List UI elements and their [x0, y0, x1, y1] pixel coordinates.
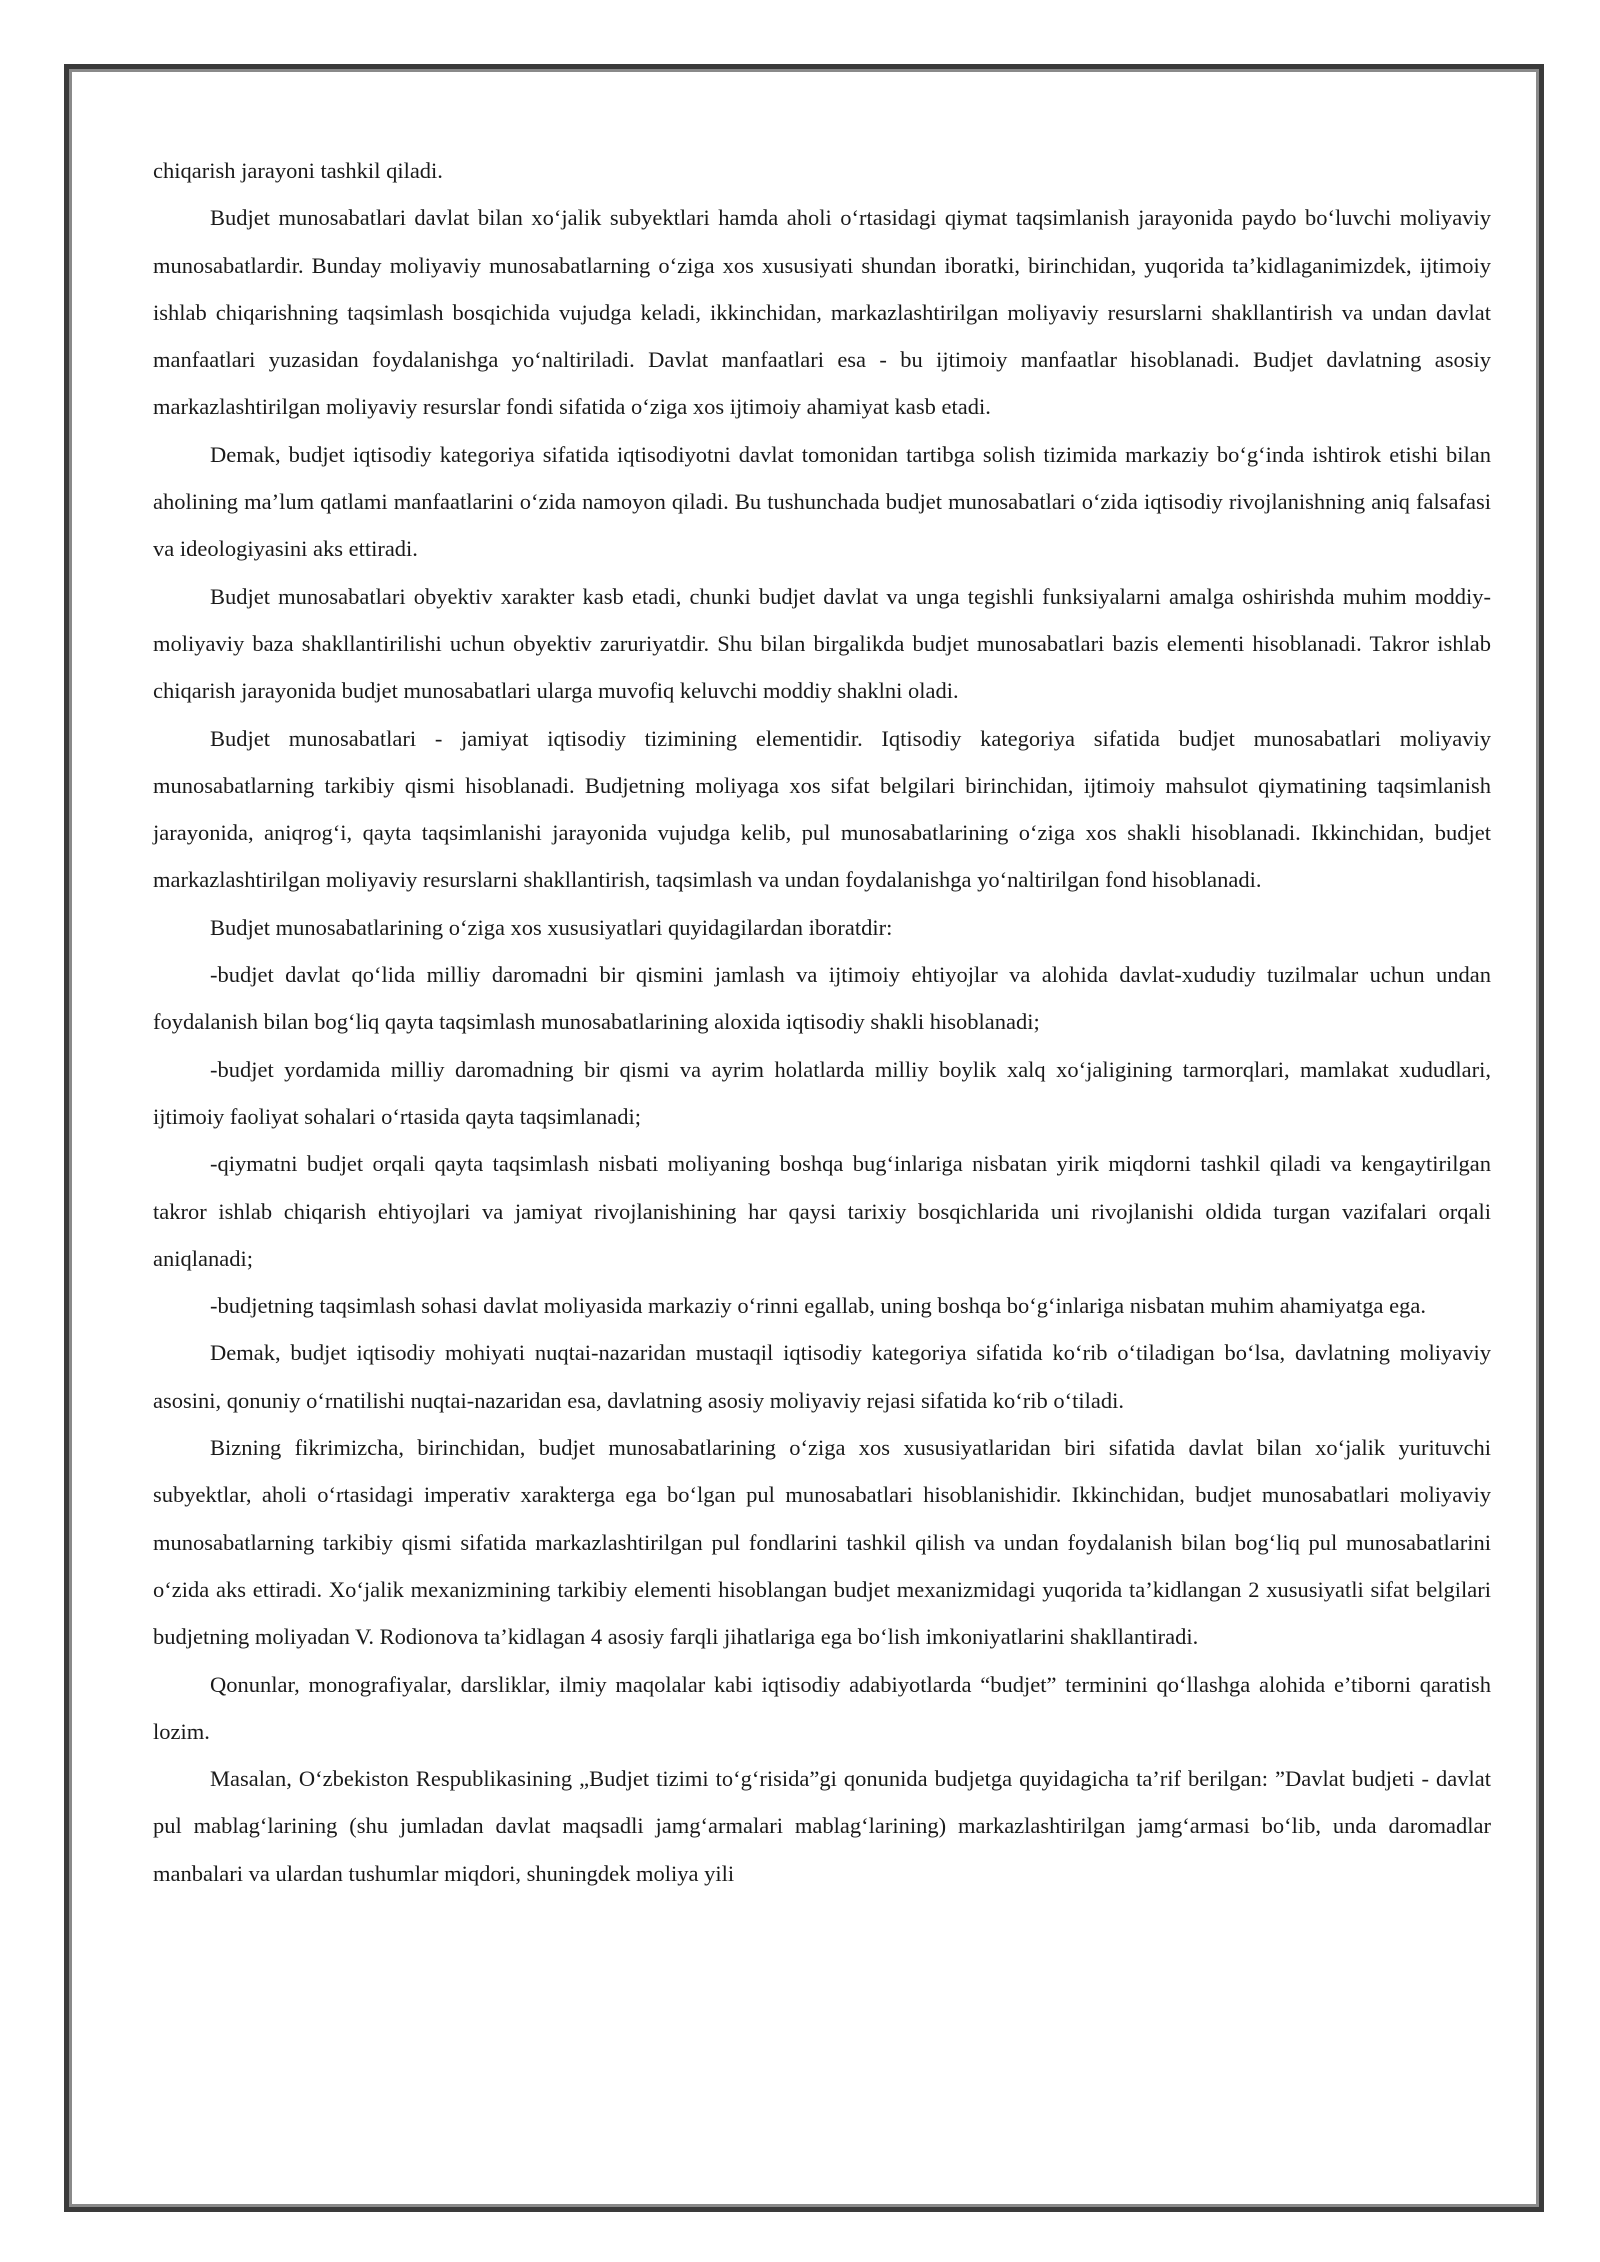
- paragraph: Budjet munosabatlari davlat bilan xo‘jalik subyektlari hamda aholi o‘rtasidagi qiymat taqsimlanish jarayonida paydo bo‘luvchi moliyaviy munosabatlardir. Bunday moliyaviy munosabatlarning o‘ziga xos xususiyati shundan iboratki, birinchidan, yuqorida ta’kidlaganimizdek, ijtimoiy ishlab chiqarishning taqsimlash bosqichida vujudga keladi, ikkinchidan, markazlashtirilgan moliyaviy resurslarni shakllantirish va undan davlat manfaatlari yuzasidan foydalanishga yo‘naltiriladi. Davlat manfaatlari esa - bu ijtimoiy manfaatlar hisoblanadi. Budjet davlatning asosiy markazlashtirilgan moliyaviy resurslar fondi sifatida o‘ziga xos ijtimoiy ahamiyat kasb etadi.: [153, 205, 1491, 420]
- paragraph-last: Masalan, O‘zbekiston Respublikasining „Budjet tizimi to‘g‘risida”gi qonunida budjetga quyidagicha ta’rif berilgan: ”Davlat budjeti - davlat pul mablag‘larining (shu jumladan davlat maqsadli jamg‘armalari mablag‘larining) markazlashtirilgan jamg‘armasi bo‘lib, unda daromadlar manbalari va ulardan tushumlar miqdori, shuningdek moliya yili: [153, 1766, 1491, 1886]
- paragraph: Demak, budjet iqtisodiy mohiyati nuqtai-nazaridan mustaqil iqtisodiy kategoriya sifatida ko‘rib o‘tiladigan bo‘lsa, davlatning moliyaviy asosini, qonuniy o‘rnatilishi nuqtai-nazaridan esa, davlatning asosiy moliyaviy rejasi sifatida ko‘rib o‘tiladi.: [153, 1340, 1491, 1413]
- paragraph: Budjet munosabatlari obyektiv xarakter kasb etadi, chunki budjet davlat va unga tegishli funksiyalarni amalga oshirishda muhim moddiy-moliyaviy baza shakllantirilishi uchun obyektiv zaruriyatdir. Shu bilan birgalikda budjet munosabatlari bazis elementi hisoblanadi. Takror ishlab chiqarish jarayonida budjet munosabatlari ularga muvofiq keluvchi moddiy shaklni oladi.: [153, 583, 1491, 704]
- paragraph: Budjet munosabatlarining o‘ziga xos xususiyatlari quyidagilardan iboratdir:: [210, 914, 893, 940]
- paragraph: Bizning fikrimizcha, birinchidan, budjet munosabatlarining o‘ziga xos xususiyatlaridan biri sifatida davlat bilan xo‘jalik yurituvchi subyektlar, aholi o‘rtasidagi imperativ xarakterga ega bo‘lgan pul munosabatlari hisoblanishidir. Ikkinchidan, budjet munosabatlari moliyaviy munosabatlarning tarkibiy qismi sifatida markazlashtirilgan pul fondlarini tashkil qilish va undan foydalanish bilan bog‘liq pul munosabatlarini o‘zida aks ettiradi. Xo‘jalik mexanizmining tarkibiy elementi hisoblangan budjet mexanizmidagi yuqorida ta’kidlangan 2 xususiyatli sifat belgilari budjetning moliyadan V. Rodionova ta’kidlagan 4 asosiy farqli jihatlariga ega bo‘lish imkoniyatlarini shakllantiradi.: [153, 1435, 1491, 1650]
- paragraph: Budjet munosabatlari - jamiyat iqtisodiy tizimining elementidir. Iqtisodiy kategoriya sifatida budjet munosabatlari moliyaviy munosabatlarning tarkibiy qismi hisoblanadi. Budjetning moliyaga xos sifat belgilari birinchidan, ijtimoiy mahsulot qiymatining taqsimlanish jarayonida, aniqrog‘i, qayta taqsimlanishi jarayonida vujudga kelib, pul munosabatlarining o‘ziga xos shakli hisoblanadi. Ikkinchidan, budjet markazlashtirilgan moliyaviy resurslarni shakllantirish, taqsimlash va undan foydalanishga yo‘naltirilgan fond hisoblanadi.: [153, 725, 1491, 893]
- paragraph-continuation: chiqarish jarayoni tashkil qiladi.: [153, 158, 443, 183]
- list-item-paragraph: -qiymatni budjet orqali qayta taqsimlash nisbati moliyaning boshqa bug‘inlariga nisbatan yirik miqdorni tashkil qiladi va kengaytirilgan takror ishlab chiqarish ehtiyojlari va jamiyat rivojlanishining har qaysi tarixiy bosqichlarida uni rivojlanishi oldida turgan vazifalari orqali aniqlanadi;: [153, 1151, 1491, 1271]
- list-item-paragraph: -budjet yordamida milliy daromadning bir qismi va ayrim holatlarda milliy boylik xalq xo‘jaligining tarmorqlari, mamlakat xududlari, ijtimoiy faoliyat sohalari o‘rtasida qayta taqsimlanadi;: [153, 1056, 1491, 1129]
- list-item-paragraph: -budjet davlat qo‘lida milliy daromadni bir qismini jamlash va ijtimoiy ehtiyojlar va alohida davlat-xududiy tuzilmalar uchun undan foydalanish bilan bog‘liq qayta taqsimlash munosabatlarining aloxida iqtisodiy shakli hisoblanadi;: [153, 962, 1491, 1035]
- paragraph: Demak, budjet iqtisodiy kategoriya sifatida iqtisodiyotni davlat tomonidan tartibga solish tizimida markaziy bo‘g‘inda ishtirok etishi bilan aholining ma’lum qatlami manfaatlarini o‘zida namoyon qiladi. Bu tushunchada budjet munosabatlari o‘zida iqtisodiy rivojlanishning aniq falsafasi va ideologiyasini aks ettiradi.: [153, 441, 1491, 562]
- list-item-paragraph: -budjetning taqsimlash sohasi davlat moliyasida markaziy o‘rinni egallab, uning boshqa bo‘g‘inlariga nisbatan muhim ahamiyatga ega.: [210, 1293, 1426, 1319]
- document-body: [153, 147, 1491, 1897]
- paragraph: Qonunlar, monografiyalar, darsliklar, ilmiy maqolalar kabi iqtisodiy adabiyotlarda “budjet” terminini qo‘llashga alohida e’tiborni qaratish lozim.: [153, 1671, 1491, 1744]
